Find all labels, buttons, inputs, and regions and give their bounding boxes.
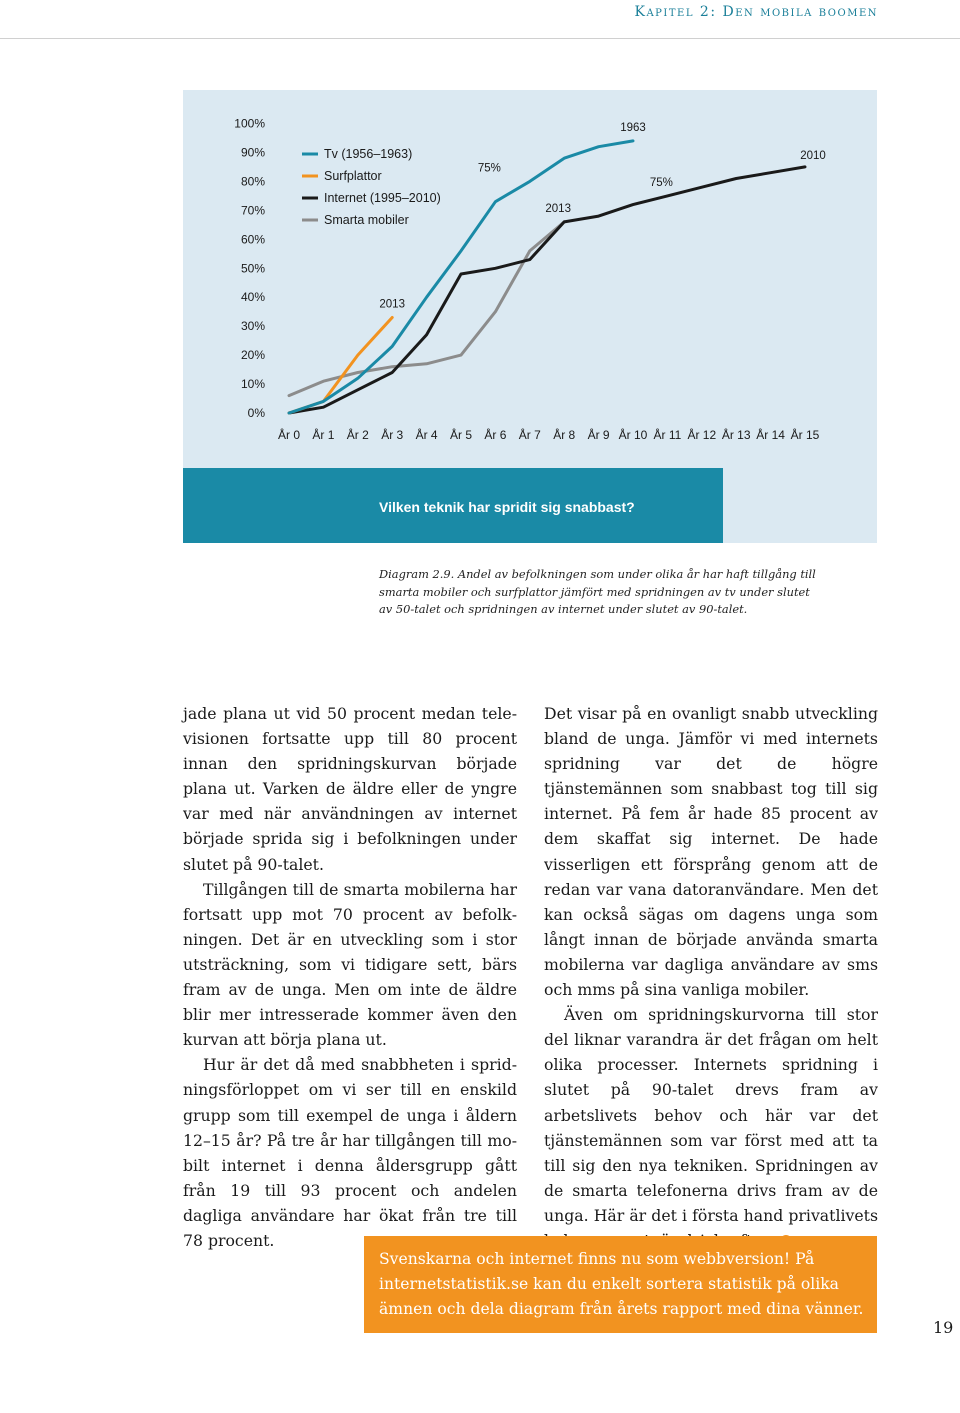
webversion-infobox [364,1236,877,1333]
chart-annotation: 2013 [379,298,405,311]
paragraph-text: Även om spridningskurvorna till stor del liknar varandra är det frågan om helt olika processer. Internets spridning i slutet på 90-talet drevs fram av arbetslivets behov och här var det tjänstemännen som var först med att ta till sig den nya tekniken. Spridningen av de smarta telefonerna drivs fram av de unga. Här är det i första hand privatlivets [544,1005,878,1225]
paragraph: Det visar på en ovanligt snabb utveckling bland de unga. Jämför vi med internets spridning var det de högre tjänstemännen som snabbast tog till sig internet. På fem år hade 85 procent av dem skaffat sig internet. De hade visserligen ett försprång genom att de redan var vana datoranvändare. Men det kan också sägas om dagens unga som långt innan de började använda smarta mobilerna var dagliga användare av sms och mms på sina vanliga mobiler. [544,704,878,1000]
chart-question-banner [183,468,723,543]
x-tick-label: År 4 [415,428,438,442]
x-tick-label: År 11 [653,428,682,442]
y-tick-label: 10% [240,377,265,392]
x-tick-label: År 1 [312,428,335,442]
x-tick-label: År 0 [277,428,301,442]
legend-label: Internet (1995–2010) [324,191,441,205]
x-tick-label: År 14 [756,428,785,442]
y-tick-label: 60% [240,232,265,247]
x-tick-label: År 13 [721,428,751,442]
y-tick-label: 90% [240,145,265,160]
chart-question: Vilken teknik har spridit sig snabbast? [379,499,635,515]
legend-label: Surfplattor [324,169,382,183]
chart-annotation: 2010 [800,149,826,162]
x-tick-label: År 8 [553,428,576,442]
y-tick-label: 80% [240,174,265,189]
paragraph: jade plana ut vid 50 procent medan televisionen fortsatte upp till 80 procent innan den spridningskurvan började plana ut. Varken de äldre eller de yngre var med när användningen av internet började sprida sig i befolkningen under slutet på 90-talet. [183,704,517,874]
x-tick-label: År 5 [449,428,473,442]
chapter-header: Kapitel 2: Den mobila boomen [634,4,878,20]
x-tick-label: År 6 [484,428,507,442]
paragraph: Tillgången till de smarta mobilerna har fortsatt upp mot 70 procent av befolkningen. Det är en utveckling som i stor utsträckning, som vi tidigare sett, bärs fram av de unga. Men om inte de äldre blir mer intresserade kommer även den kurvan att börja plana ut. [183,879,517,1050]
series-line-3 [289,222,564,396]
x-tick-label: År 10 [618,428,648,442]
y-tick-label: 40% [240,290,265,305]
legend-label: Tv (1956–1963) [324,147,413,161]
x-tick-label: År 7 [518,428,541,442]
y-tick-label: 0% [247,406,265,420]
legend-label: Smarta mobiler [324,213,409,227]
adoption-line-chart [183,90,877,468]
x-tick-label: År 15 [790,428,820,442]
chart-annotation: 1963 [620,121,646,134]
body-column-left [183,701,517,1253]
x-tick-label: År 3 [381,428,404,442]
infobox-text: Svenskarna och internet finns nu som webbversion! På internetstatistik.se kan du enkelt sortera statistik på olika ämnen och dela diagram från årets rapport med dina vänner. [379,1250,864,1318]
header-divider [0,38,960,39]
body-column-right [544,701,878,1253]
chart-annotation: 75% [649,176,673,189]
y-tick-label: 70% [240,203,265,218]
paragraph-last [544,1002,878,1253]
y-tick-label: 50% [240,261,265,276]
x-tick-label: År 2 [346,428,369,442]
paragraph: Hur är det då med snabbheten i spridningsförloppet om vi ser till en enskild grupp som till exempel de unga i åldern 12–15 år? På tre år har tillgången till mobilt internet i denna åldersgrupp gått från 19 till 93 procent och andelen dagliga användare har ökat från tre till 78 procent. [183,1055,517,1250]
diagram-caption: Diagram 2.9. Andel av befolkningen som under olika år har haft tillgång till smarta mobiler och surfplattor jämfört med spridningen av tv under slutet av 50-talet och spridningen av internet under slutet av 90-talet. [379,567,816,616]
y-tick-label: 20% [240,348,265,363]
chart-annotation: 75% [477,162,501,175]
y-tick-label: 100% [234,116,265,131]
y-tick-label: 30% [240,319,265,334]
x-tick-label: År 12 [687,428,717,442]
chart-annotation: 2013 [545,202,571,215]
x-tick-label: År 9 [587,428,610,442]
page-number: 19 [933,1318,954,1337]
